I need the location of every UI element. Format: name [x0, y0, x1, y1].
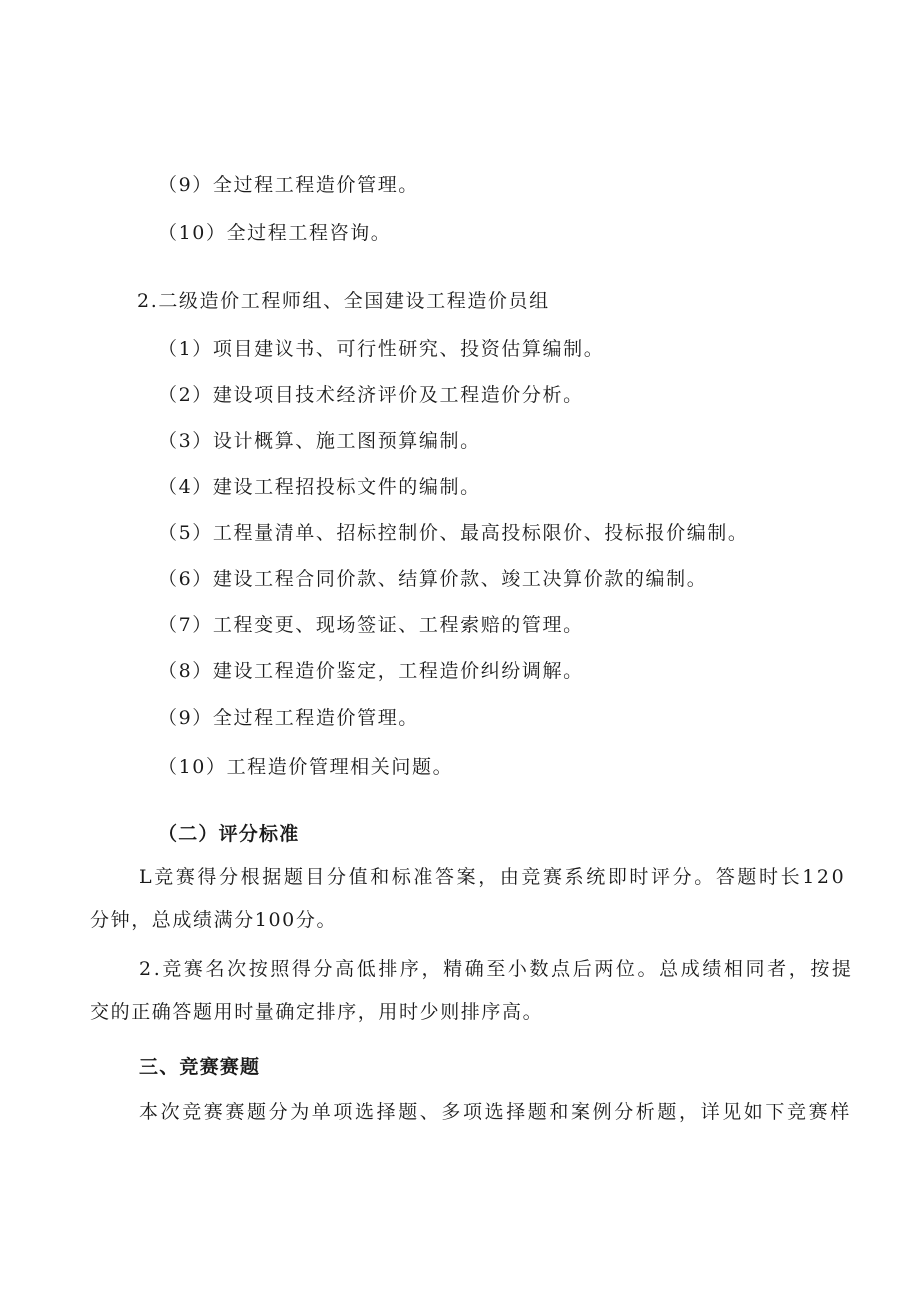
paragraph-line: 交的正确答题用时量确定排序，用时少则排序高。 [90, 1001, 544, 1023]
list-item: （5）工程量清单、招标控制价、最高投标限价、投标报价编制。 [158, 522, 749, 544]
list-item: （10）全过程工程咨询。 [158, 222, 392, 244]
list-item: （3）设计概算、施工图预算编制。 [158, 430, 481, 452]
list-item: （10）工程造价管理相关问题。 [158, 756, 454, 778]
list-item: （9）全过程工程造价管理。 [158, 174, 419, 196]
paragraph-line: 2.竞赛名次按照得分高低排序，精确至小数点后两位。总成绩相同者，按提 [139, 958, 854, 980]
list-item: （6）建设工程合同价款、结算价款、竣工决算价款的编制。 [158, 568, 708, 590]
list-item: （9）全过程工程造价管理。 [158, 707, 419, 729]
paragraph-line: 分钟，总成绩满分100分。 [90, 909, 338, 931]
list-item: （2）建设项目技术经济评价及工程造价分析。 [158, 384, 584, 406]
section-heading-scoring: （二）评分标准 [158, 823, 300, 845]
section-heading-3: 三、竞赛赛题 [139, 1056, 261, 1078]
list-item: （4）建设工程招投标文件的编制。 [158, 476, 481, 498]
paragraph-line: 本次竞赛赛题分为单项选择题、多项选择题和案例分析题，详见如下竞赛样 [139, 1101, 852, 1123]
list-item: （8）建设工程造价鉴定，工程造价纠纷调解。 [158, 660, 584, 682]
section-subheading: 2.二级造价工程师组、全国建设工程造价员组 [137, 290, 550, 312]
list-item: （7）工程变更、现场签证、工程索赔的管理。 [158, 614, 584, 636]
list-item: （1）项目建议书、可行性研究、投资估算编制。 [158, 338, 605, 360]
paragraph-line: L竞赛得分根据题目分值和标准答案，由竞赛系统即时评分。答题时长120 [139, 866, 847, 888]
